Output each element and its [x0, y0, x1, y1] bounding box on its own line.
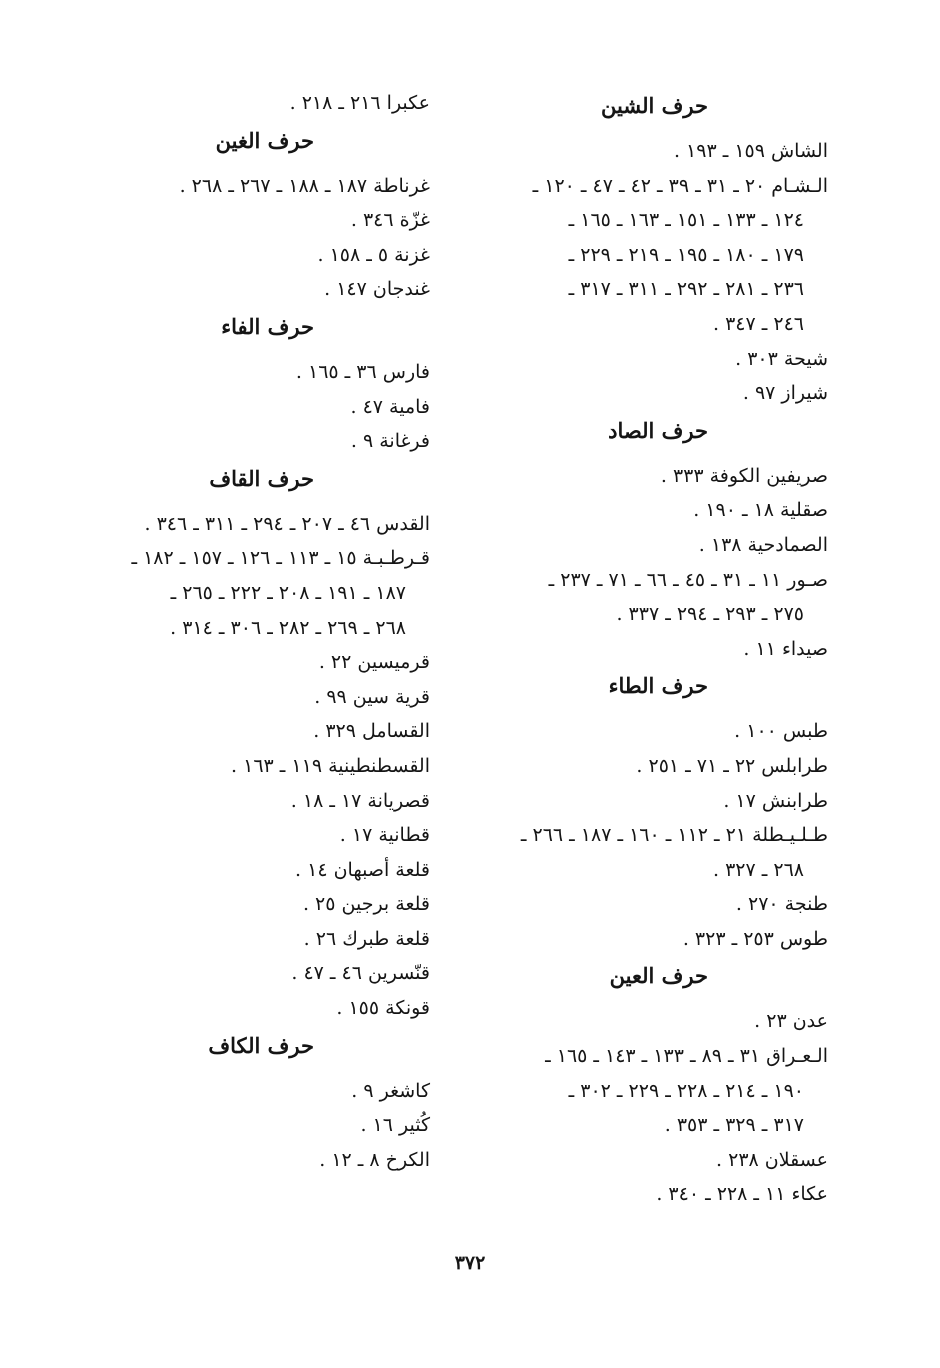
entry-line: عكبرا ٢١٦ ـ ٢١٨ .: [289, 92, 430, 114]
index-entry: [90, 991, 430, 1026]
index-entry: [90, 749, 430, 784]
index-entry: [468, 1143, 828, 1178]
entry-line: فرغانة ٩ .: [350, 430, 430, 453]
entry-line: الـشـام ٢٠ ـ ٣١ ـ ٣٩ ـ ٤٢ ـ ٤٧ ـ ١٢٠ ـ: [532, 174, 828, 197]
section-heading: حرف الطاء: [608, 673, 708, 699]
entry-line: غندجان ١٤٧ .: [324, 278, 430, 301]
entry-line: كاشغر ٩ .: [351, 1079, 430, 1102]
index-entry: [468, 632, 828, 667]
entry-line: ٢٣٦ ـ ٢٨١ ـ ٢٩٢ ـ ٣١١ ـ ٣١٧ ـ: [568, 278, 804, 301]
index-entry: [468, 1004, 828, 1039]
entry-line: غزنة ٥ ـ ١٥٨ .: [317, 243, 430, 266]
entry-line: طنجة ٢٧٠ .: [735, 893, 828, 916]
entry-line: القسطنطينية ١١٩ ـ ١٦٣ .: [231, 754, 430, 777]
entry-line: طوس ٢٥٣ ـ ٣٢٣ .: [682, 927, 828, 950]
entry-line: فارس ٣٦ ـ ١٦٥ .: [295, 360, 430, 383]
index-entry: [468, 493, 828, 528]
index-entry: [468, 922, 828, 957]
index-entry: [90, 238, 430, 273]
index-entry: [468, 887, 828, 922]
index-entry: [90, 714, 430, 749]
section-heading: حرف الغين: [215, 127, 314, 153]
entry-line: غرناطة ١٨٧ ـ ١٨٨ ـ ٢٦٧ ـ ٢٦٨ .: [179, 174, 430, 197]
index-entry: [90, 169, 430, 204]
section-heading: حرف العين: [609, 963, 708, 989]
index-entry: [468, 1177, 828, 1212]
section-heading: حرف الكاف: [208, 1032, 314, 1058]
entry-line: ١٩٠ ـ ٢١٤ ـ ٢٢٨ ـ ٢٢٩ ـ ٣٠٢ ـ: [568, 1079, 804, 1102]
index-entry: [468, 376, 828, 411]
index-entry: [468, 342, 828, 377]
index-entry: [90, 818, 430, 853]
entry-line: قرية سين ٩٩ .: [314, 685, 430, 708]
entry-line: القسامل ٣٢٩ .: [313, 720, 430, 743]
index-entry: [90, 1108, 430, 1143]
entry-line: شيراز ٩٧ .: [742, 382, 828, 405]
index-entry: [90, 1074, 430, 1109]
entry-line: ١٨٧ ـ ١٩١ ـ ٢٠٨ ـ ٢٢٢ ـ ٢٦٥ ـ: [170, 581, 406, 604]
index-entry: [90, 272, 430, 307]
entry-line: شيحة ٣٠٣ .: [735, 347, 828, 370]
index-entry: [90, 86, 430, 121]
entry-line: عدن ٢٣ .: [754, 1010, 828, 1033]
entry-line: غزّة ٣٤٦ .: [350, 209, 430, 232]
entry-line: الشاش ١٥٩ ـ ١٩٣ .: [673, 140, 828, 162]
index-entry: [90, 680, 430, 715]
entry-line: الصمادحية ١٣٨ .: [698, 533, 828, 556]
entry-line: عسقلان ٢٣٨ .: [716, 1148, 828, 1171]
section-heading: حرف الشين: [601, 93, 708, 118]
entry-line: قلعة برجين ٢٥ .: [302, 893, 430, 916]
index-entry: [468, 818, 828, 887]
entry-line: ١٧٩ ـ ١٨٠ ـ ١٩٥ ـ ٢١٩ ـ ٢٢٩ ـ: [568, 243, 804, 266]
right-column: [468, 86, 828, 1212]
entry-line: ٢٤٦ ـ ٣٤٧ .: [713, 312, 804, 335]
entry-line: قصريانة ١٧ ـ ١٨ .: [290, 789, 430, 812]
index-entry: [90, 541, 430, 645]
entry-line: عكاء ١١ ـ ٢٢٨ ـ ٣٤٠ .: [656, 1183, 828, 1206]
entry-line: ٢٧٥ ـ ٢٩٣ ـ ٢٩٤ ـ ٣٣٧ .: [616, 603, 804, 626]
section-heading: حرف القاف: [209, 465, 314, 491]
entry-line: كُثير ١٦ .: [360, 1114, 430, 1137]
entry-line: ٢٦٨ ـ ٢٦٩ ـ ٢٨٢ ـ ٣٠٦ ـ ٣١٤ .: [170, 616, 406, 639]
index-entry: [90, 853, 430, 888]
entry-line: طبس ١٠٠ .: [734, 720, 828, 743]
index-entry: [90, 390, 430, 425]
entry-line: فامية ٤٧ .: [350, 395, 430, 418]
entry-line: صقلية ١٨ ـ ١٩٠ .: [693, 499, 828, 522]
entry-line: الكرخ ٨ ـ ١٢ .: [319, 1148, 430, 1171]
entry-line: طرابنش ١٧ .: [723, 789, 828, 812]
entry-line: صـور ١١ ـ ٣١ ـ ٤٥ ـ ٦٦ ـ ٧١ ـ ٢٣٧ ـ: [548, 568, 828, 591]
index-entry: [90, 355, 430, 390]
index-entry: [468, 169, 828, 342]
index-entry: [90, 887, 430, 922]
entry-line: قونكة ١٥٥ .: [336, 997, 430, 1020]
index-entry: [90, 203, 430, 238]
index-entry: [90, 507, 430, 542]
index-entry: [468, 528, 828, 563]
page-number: ٣٧٢: [454, 1252, 486, 1274]
entry-line: قلعة طبرك ٢٦ .: [303, 927, 430, 950]
section-heading: حرف الفاء: [221, 313, 314, 339]
entry-line: قلعة أصبهان ١٤ .: [295, 858, 430, 881]
index-entry: [90, 645, 430, 680]
entry-line: قطانية ١٧ .: [339, 824, 430, 847]
entry-line: ٢٦٨ ـ ٣٢٧ .: [713, 858, 804, 881]
index-entry: [90, 956, 430, 991]
section-heading: حرف الصاد: [608, 417, 708, 443]
entry-line: صيداء ١١ .: [743, 637, 828, 660]
entry-line: طرابلس ٢٢ ـ ٧١ ـ ٢٥١ .: [636, 754, 828, 777]
entry-line: قنّسرين ٤٦ ـ ٤٧ .: [291, 962, 430, 985]
index-entry: [468, 1039, 828, 1143]
index-entry: [90, 922, 430, 957]
entry-line: ١٢٤ ـ ١٣٣ ـ ١٥١ ـ ١٦٣ ـ ١٦٥ ـ: [568, 209, 804, 232]
index-entry: [90, 1143, 430, 1178]
entry-line: طـلـيـطلة ٢١ ـ ١١٢ ـ ١٦٠ ـ ١٨٧ ـ ٢٦٦ ـ: [520, 824, 828, 847]
index-entry: [468, 714, 828, 749]
left-column: [90, 86, 430, 1177]
entry-line: قرميسين ٢٢ .: [318, 651, 430, 674]
index-entry: [468, 784, 828, 819]
entry-line: القدس ٤٦ ـ ٢٠٧ ـ ٢٩٤ ـ ٣١١ ـ ٣٤٦ .: [144, 512, 430, 535]
index-entry: [90, 784, 430, 819]
entry-line: قـرطـبـة ١٥ ـ ١١٣ ـ ١٢٦ ـ ١٥٧ ـ ١٨٢ ـ: [131, 547, 430, 570]
entry-line: الـعـراق ٣١ ـ ٨٩ ـ ١٣٣ ـ ١٤٣ ـ ١٦٥ ـ: [545, 1045, 828, 1068]
index-entry: [468, 459, 828, 494]
entry-line: صريفين الكوفة ٣٣٣ .: [660, 464, 828, 487]
index-entry: [468, 134, 828, 169]
index-entry: [90, 424, 430, 459]
entry-line: ٣١٧ ـ ٣٢٩ ـ ٣٥٣ .: [664, 1114, 804, 1137]
index-entry: [468, 749, 828, 784]
index-entry: [468, 563, 828, 632]
